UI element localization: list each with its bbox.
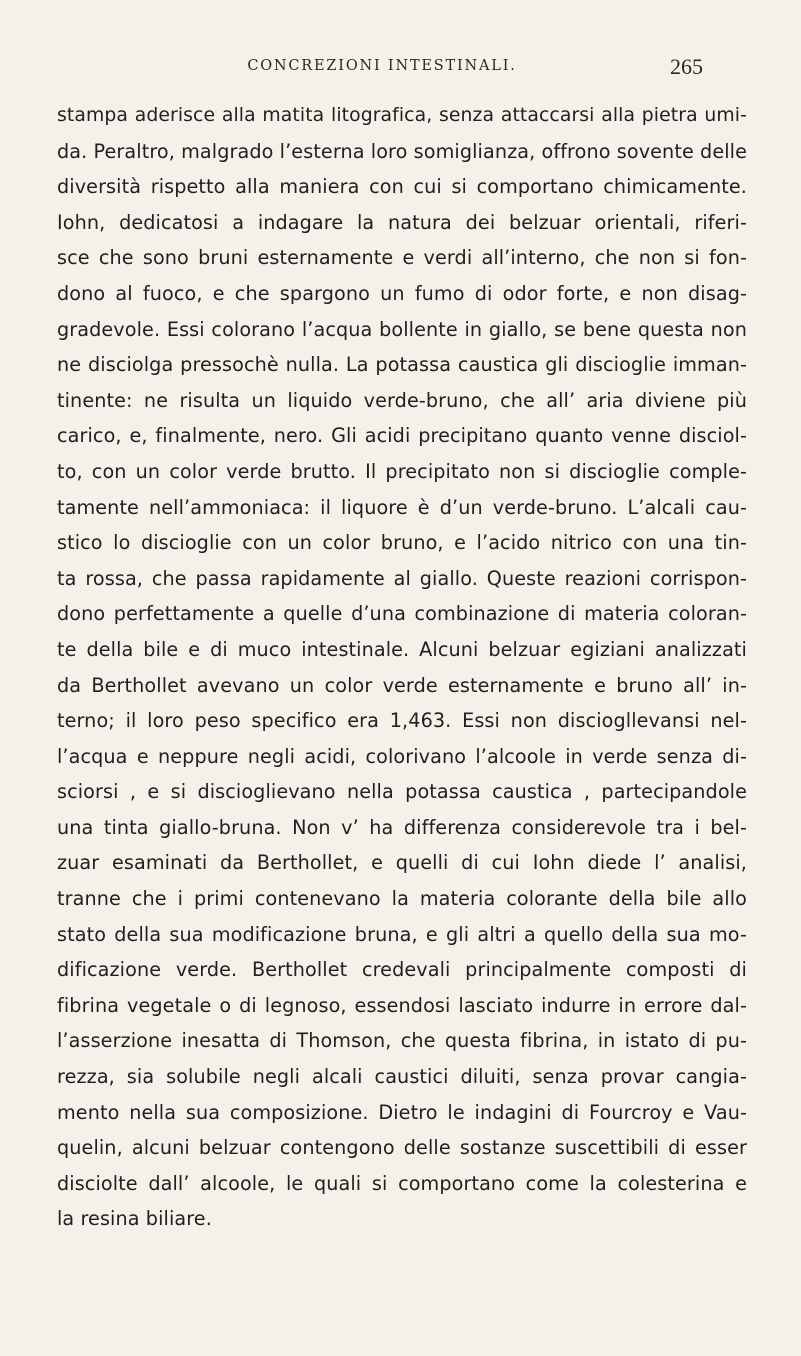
- text-line: stato della sua modificazione bruna, e gli altri a quello della sua mo-: [57, 922, 747, 946]
- text-line: terno; il loro peso specifico era 1,463. Essi non disciogllevansi nel-: [57, 709, 747, 733]
- text-line: diversità rispetto alla maniera con cui si comportano chimicamente.: [57, 175, 747, 199]
- text-line: rezza, sia solubile negli alcali caustici diluiti, senza provar cangia-: [57, 1065, 747, 1089]
- body-text: [57, 98, 747, 1237]
- running-title: CONCREZIONI INTESTINALI.: [247, 58, 517, 74]
- text-line: stampa aderisce alla matita litografica, senza attaccarsi alla pietra umi-: [57, 105, 747, 126]
- text-line: fibrina vegetale o di legnoso, essendosi lasciato indurre in errore dal-: [57, 993, 747, 1017]
- text-line: stico lo discioglie con un color bruno, e l’acido nitrico con una tin-: [57, 531, 747, 555]
- text-line: tinente: ne risulta un liquido verde-bruno, che all’ aria diviene più: [57, 388, 747, 412]
- text-line: ta rossa, che passa rapidamente al giallo. Queste reazioni corrispon-: [57, 566, 747, 590]
- text-line: sce che sono bruni esternamente e verdi all’interno, che non si fon-: [57, 246, 747, 270]
- text-line: te della bile e di muco intestinale. Alcuni belzuar egiziani analizzati: [57, 637, 747, 661]
- text-line: dono al fuoco, e che spargono un fumo di odor forte, e non disag-: [57, 281, 747, 305]
- text-line: ne disciolga pressochè nulla. La potassa caustica gli discioglie imman-: [57, 353, 747, 377]
- text-line: quelin, alcuni belzuar contengono delle sostanze suscettibili di esser: [57, 1136, 747, 1160]
- text-line: la resina biliare.: [57, 1207, 212, 1231]
- text-line: da Berthollet avevano un color verde esternamente e bruno all’ in-: [57, 673, 747, 697]
- text-line: da. Peraltro, malgrado l’esterna loro somiglianza, offrono sovente delle: [57, 139, 747, 163]
- text-line: l’acqua e neppure negli acidi, colorivano l’alcoole in verde senza di-: [57, 744, 747, 768]
- page-number: 265: [670, 54, 703, 79]
- text-line: l’asserzione inesatta di Thomson, che questa fibrina, in istato di pu-: [57, 1029, 747, 1053]
- text-line: sciorsi , e si discioglievano nella potassa caustica , partecipandole: [57, 780, 747, 804]
- text-line: dono perfettamente a quelle d’una combinazione di materia coloran-: [57, 602, 747, 626]
- text-line: zuar esaminati da Berthollet, e quelli di cui Iohn diede l’ analisi,: [57, 851, 747, 875]
- text-line: to, con un color verde brutto. Il precipitato non si discioglie comple-: [57, 459, 747, 483]
- text-line: una tinta giallo-bruna. Non v’ ha differenza considerevole tra i bel-: [57, 815, 747, 839]
- running-head: [0, 54, 801, 88]
- text-line: tamente nell’ammoniaca: il liquore è d’un verde-bruno. L’alcali cau-: [57, 495, 747, 519]
- text-line: carico, e, finalmente, nero. Gli acidi precipitano quanto venne disciol-: [57, 424, 747, 448]
- text-line: dificazione verde. Berthollet credevali principalmente composti di: [57, 958, 747, 982]
- text-line: disciolte dall’ alcoole, le quali si comportano come la colesterina e: [57, 1171, 747, 1195]
- text-line: tranne che i primi contenevano la materia colorante della bile allo: [57, 887, 747, 911]
- text-line: Iohn, dedicatosi a indagare la natura dei belzuar orientali, riferi-: [57, 210, 747, 234]
- text-line: gradevole. Essi colorano l’acqua bollente in giallo, se bene questa non: [57, 317, 747, 341]
- text-line: mento nella sua composizione. Dietro le indagini di Fourcroy e Vau-: [57, 1100, 747, 1124]
